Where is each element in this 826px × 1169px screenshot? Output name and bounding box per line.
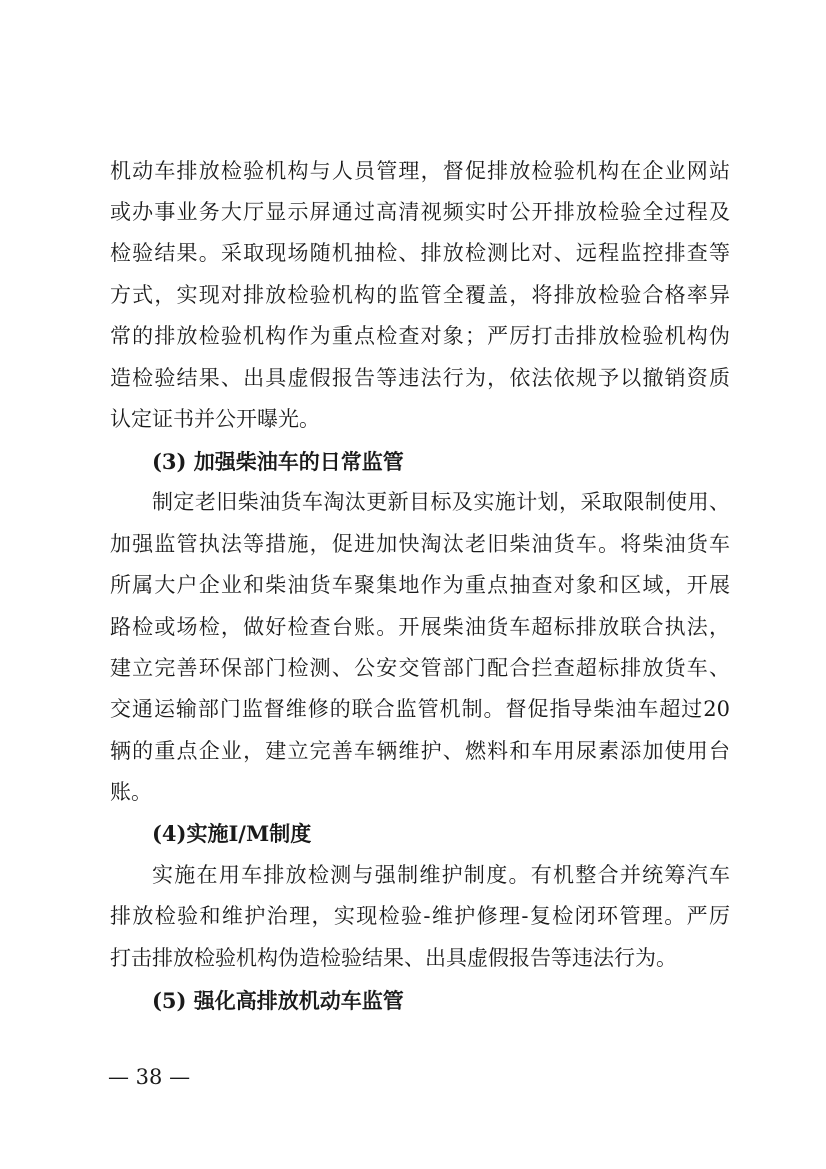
page-number: — 38 — (108, 1065, 191, 1089)
paragraph-line: 机动车排放检验机构与人员管理，督促排放检验机构在企业网站 (110, 159, 730, 183)
paragraph-line: 建立完善环保部门检测、公安交管部门配合拦查超标排放货车、 (110, 656, 730, 680)
paragraph-line: 造检验结果、出具虚假报告等违法行为，依法依规予以撤销资质 (110, 366, 730, 390)
section-heading: (5) 强化高排放机动车监管 (152, 988, 404, 1013)
paragraph-line: 检验结果。采取现场随机抽检、排放检测比对、远程监控排查等 (110, 241, 730, 265)
paragraph-line: 方式，实现对排放检验机构的监管全覆盖，将排放检验合格率异 (110, 283, 730, 307)
paragraph-line: 加强监管执法等措施，促进加快淘汰老旧柴油货车。将柴油货车 (110, 532, 730, 556)
paragraph-line: 辆的重点企业，建立完善车辆维护、燃料和车用尿素添加使用台 (110, 739, 730, 763)
paragraph-line: 制定老旧柴油货车淘汰更新目标及实施计划，采取限制使用、 (152, 490, 730, 514)
paragraph-line: 排放检验和维护治理，实现检验-维护修理-复检闭环管理。严厉 (110, 904, 730, 928)
paragraph-line: 账。 (110, 780, 152, 804)
paragraph-line: 路检或场检，做好检查台账。开展柴油货车超标排放联合执法， (110, 615, 730, 639)
paragraph-line: 或办事业务大厅显示屏通过高清视频实时公开排放检验全过程及 (110, 200, 730, 224)
section-heading: (4)实施I/M制度 (152, 821, 312, 846)
paragraph-line: 所属大户企业和柴油货车聚集地作为重点抽查对象和区域，开展 (110, 573, 730, 597)
paragraph-line: 认定证书并公开曝光。 (110, 407, 320, 431)
paragraph-line: 实施在用车排放检测与强制维护制度。有机整合并统筹汽车 (152, 863, 730, 887)
paragraph-line: 打击排放检验机构伪造检验结果、出具虚假报告等违法行为。 (110, 946, 677, 970)
section-heading: (3) 加强柴油车的日常监管 (152, 449, 404, 474)
paragraph-line: 交通运输部门监督维修的联合监管机制。督促指导柴油车超过20 (110, 697, 730, 721)
paragraph-line: 常的排放检验机构作为重点检查对象；严厉打击排放检验机构伪 (110, 324, 730, 348)
